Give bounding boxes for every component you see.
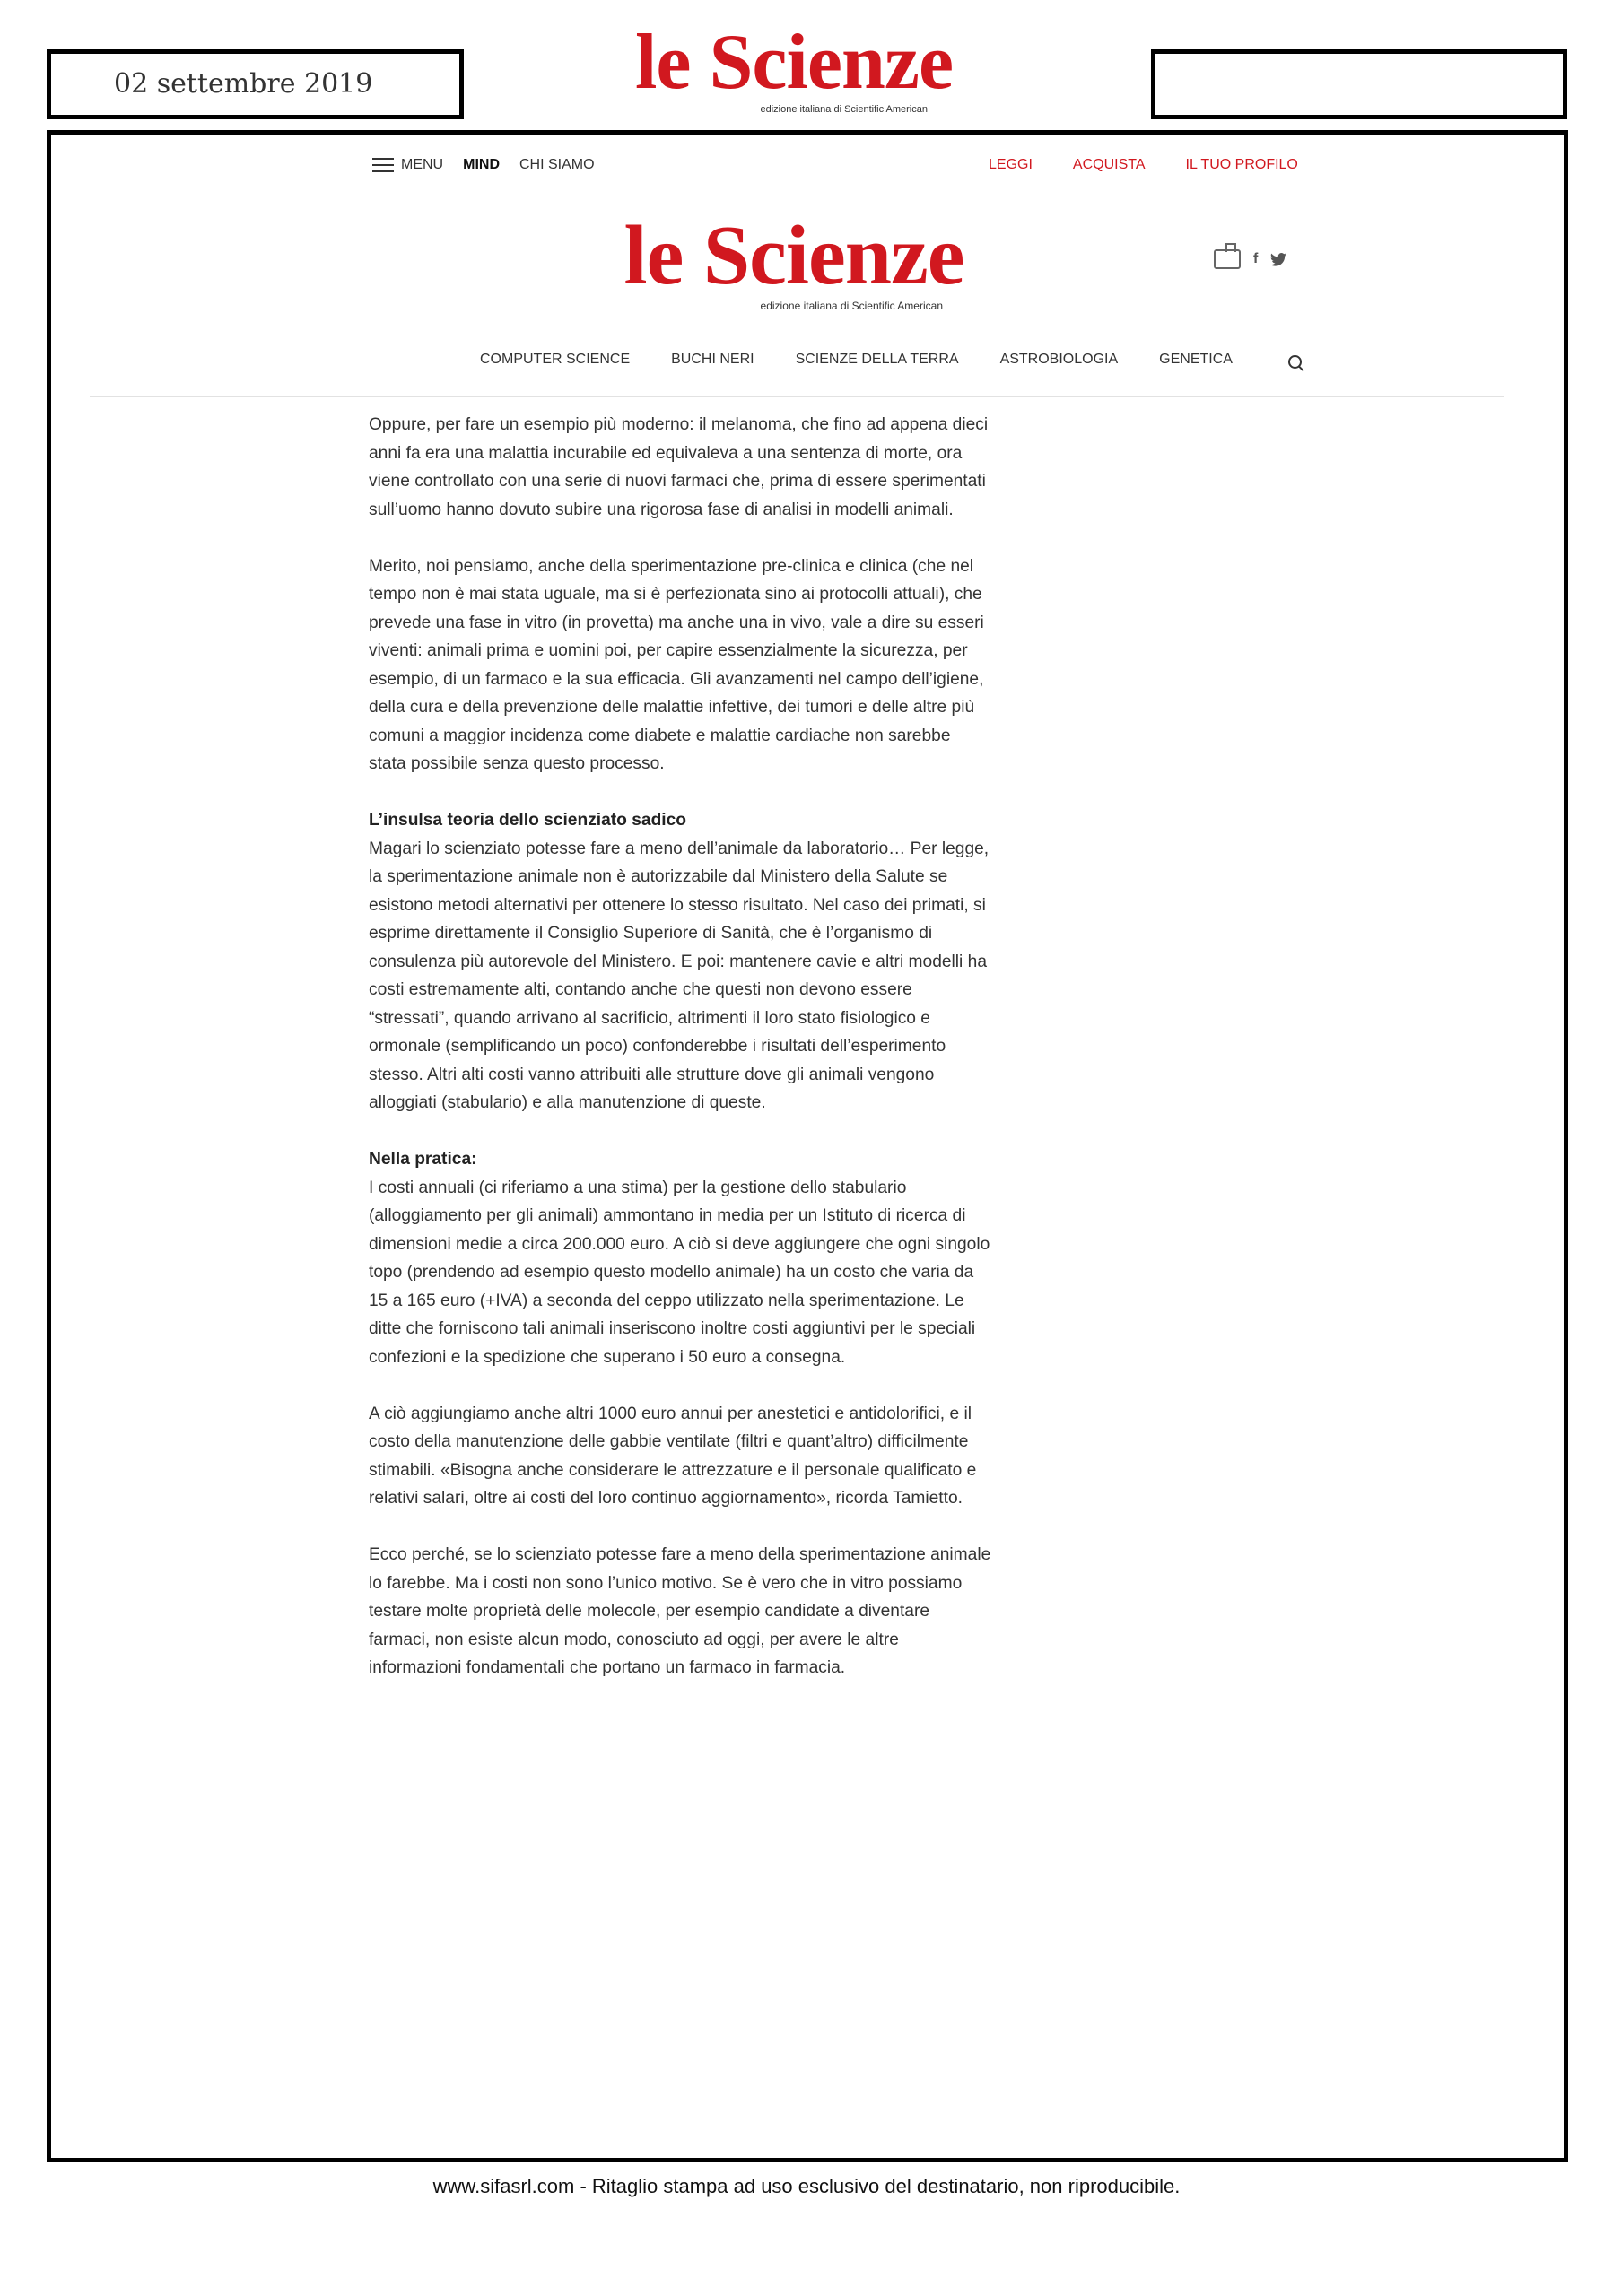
clipping-footer: www.sifasrl.com - Ritaglio stampa ad uso esclusivo del destinatario, non riproducibile. <box>432 2175 1181 2197</box>
newsletter-icon[interactable] <box>1214 249 1241 269</box>
paragraph: Merito, noi pensiamo, anche della sperimentazione pre-clinica e clinica (che nel tempo non è mai stata uguale, ma si è perfezionata sino ai protocolli attuali), che prevede una fase in vitro (in provetta) ma anche una in vivo, vale a dire su esseri viventi: animali prima e uomini poi, per capire essenzialmente la sicurezza, per esempio, di un farmaco e la sua efficacia. Gli avanzamenti nel campo dell’igiene, della cura e della prevenzione delle malattie infettive, dei tumori e delle altre più comuni a maggior incidenza come diabete e malattie cardiache non sarebbe stata possibile senza questo processo. <box>369 556 984 773</box>
empty-box <box>1151 49 1567 119</box>
nav-profilo[interactable]: IL TUO PROFILO <box>1185 157 1298 172</box>
top-nav <box>372 157 1299 184</box>
date-box <box>47 49 464 119</box>
clipping-date: 02 settembre 2019 <box>114 68 373 100</box>
hamburger-icon[interactable] <box>372 158 394 172</box>
menu-label[interactable]: MENU <box>401 157 444 172</box>
divider <box>90 396 1504 397</box>
category-genetica[interactable]: GENETICA <box>1159 352 1233 367</box>
paragraph: A ciò aggiungiamo anche altri 1000 euro annui per anestetici e antidolorifici, e il costo della manutenzione delle gabbie ventilate (filtri e quant’altro) difficilmente stimabili. «Bisogna anche considerare le attrezzature e il personale qualificato e relativi salari, oltre ai costi del loro continuo aggiornamento», ricorda Tamietto. <box>369 1404 977 1508</box>
social-links <box>1214 249 1286 269</box>
clipping-logo-name: le Scienze <box>634 19 954 106</box>
section-heading: L’insulsa teoria dello scienziato sadico <box>369 811 687 830</box>
paragraph: Oppure, per fare un esempio più moderno: il melanoma, che fino ad appena dieci anni fa era una malattia incurabile ed equivaleva a una sentenza di morte, ora viene controllato con una serie di nuovi farmaci che, prima di essere sperimentati sull’uomo hanno dovuto subire una rigorosa fase di analisi in modelli animali. <box>369 415 989 519</box>
category-scienze-della-terra[interactable]: SCIENZE DELLA TERRA <box>795 352 959 367</box>
article-body <box>369 411 992 1710</box>
search-icon[interactable] <box>1288 355 1302 369</box>
clipping-logo <box>628 19 960 115</box>
category-nav <box>480 352 1233 368</box>
nav-acquista[interactable]: ACQUISTA <box>1072 157 1146 172</box>
nav-mind[interactable]: MIND <box>463 157 500 172</box>
facebook-icon[interactable]: f <box>1253 251 1259 266</box>
paragraph: Ecco perché, se lo scienziato potesse fare a meno della sperimentazione animale lo farebbe. Ma i costi non sono l’unico motivo. Se è vero che in vitro possiamo testare molte proprietà delle molecole, per esempio candidate a diventare farmaci, non esiste alcun modo, conosciuto ad oggi, per avere le altre informazioni fondamentali che portano un farmaco in farmacia. <box>369 1545 991 1677</box>
twitter-icon[interactable] <box>1270 253 1286 266</box>
site-logo-tagline: edizione italiana di Scientific American <box>760 300 943 312</box>
nav-chi-siamo[interactable]: CHI SIAMO <box>519 157 595 172</box>
site-logo-name[interactable]: le Scienze <box>623 209 964 302</box>
site-logo[interactable] <box>615 209 973 312</box>
section-heading: Nella pratica: <box>369 1150 477 1169</box>
clipping-logo-tagline: edizione italiana di Scientific American <box>760 104 928 115</box>
menu-button[interactable] <box>372 157 443 173</box>
nav-leggi[interactable]: LEGGI <box>989 157 1033 172</box>
category-astrobiologia[interactable]: ASTROBIOLOGIA <box>999 352 1119 367</box>
paragraph: I costi annuali (ci riferiamo a una stima) per la gestione dello stabulario (alloggiamento per gli animali) ammontano in media per un Istituto di ricerca di dimensioni medie a circa 200.000 euro. A ciò si deve aggiungere che ogni singolo topo (prendendo ad esempio questo modello animale) ha un costo che varia da 15 a 165 euro (+IVA) a seconda del ceppo utilizzato nella sperimentazione. Le ditte che forniscono tali animali inseriscono inoltre costi aggiuntivi per le speciali confezioni e la spedizione che superano i 50 euro a consegna. <box>369 1178 990 1367</box>
category-computer-science[interactable]: COMPUTER SCIENCE <box>480 352 631 367</box>
category-buchi-neri[interactable]: BUCHI NERI <box>671 352 754 367</box>
paragraph: Magari lo scienziato potesse fare a meno dell’animale da laboratorio… Per legge, la sperimentazione animale non è autorizzabile dal Ministero della Salute se esistono metodi alternativi per ottenere lo stesso risultato. Nel caso dei primati, si esprime direttamente il Consiglio Superiore di Sanità, che è l’organismo di consulenza più autorevole del Ministero. E poi: mantenere cavie e altri modelli ha costi estremamente alti, contando anche che questi non devono essere “stressati”, quando arrivano al sacrificio, altrimenti il loro stato fisiologico e ormonale (semplificando un poco) confonderebbe i risultati dell’esperimento stesso. Altri alti costi vanno attribuiti alle strutture dove gli animali vengono alloggiati (stabulario) e alla manutenzione di queste. <box>369 839 990 1112</box>
